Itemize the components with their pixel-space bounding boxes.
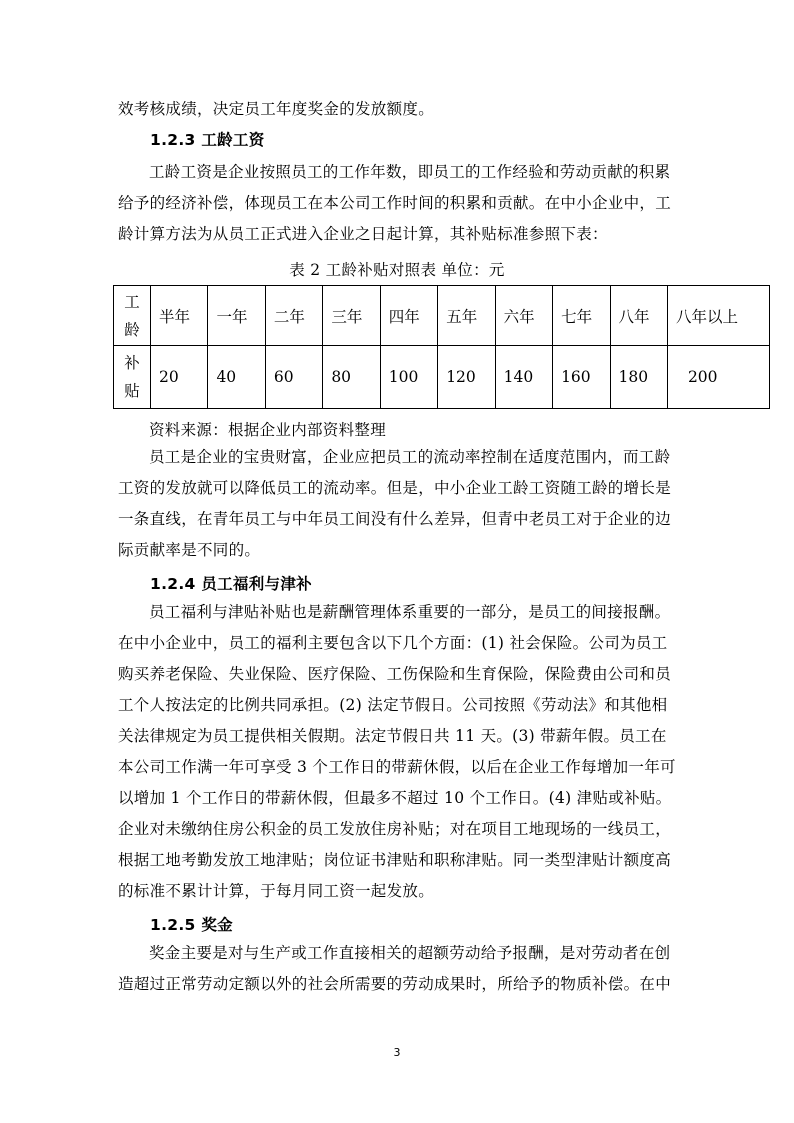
text-line: 奖金主要是对与生产或工作直接相关的超额劳动给予报酬，是对劳动者在创 xyxy=(149,944,671,962)
paragraph-bonus xyxy=(118,938,678,1000)
table-cell: 140 xyxy=(495,346,552,409)
row-header-allowance xyxy=(114,346,151,409)
text-line: 根据工地考勤发放工地津贴；岗位证书津贴和职称津贴。同一类型津贴计额度高 xyxy=(118,851,672,869)
table-row-years xyxy=(114,286,770,346)
header-char: 工 xyxy=(124,292,140,311)
table-cell: 七年 xyxy=(553,286,610,346)
header-char: 龄 xyxy=(124,320,140,339)
table-cell: 60 xyxy=(265,346,322,409)
table-cell: 120 xyxy=(438,346,495,409)
text-line: 效考核成绩，决定员工年度奖金的发放额度。 xyxy=(118,100,435,118)
table-cell: 五年 xyxy=(438,286,495,346)
text-line: 员工福利与津贴补贴也是薪酬管理体系重要的一部分，是员工的间接报酬。 xyxy=(149,603,671,621)
paragraph-turnover xyxy=(118,442,678,566)
paragraph-benefits xyxy=(118,597,678,907)
table-cell: 二年 xyxy=(265,286,322,346)
table-row-amounts xyxy=(114,346,770,409)
table-cell: 三年 xyxy=(323,286,380,346)
text-line: 的标准不累计计算，于每月同工资一起发放。 xyxy=(118,882,435,900)
text-line: 购买养老保险、失业保险、医疗保险、工伤保险和生育保险，保险费由公司和员 xyxy=(118,665,672,683)
table-cell: 八年以上 xyxy=(667,286,769,346)
table-cell: 160 xyxy=(553,346,610,409)
table-cell: 一年 xyxy=(208,286,265,346)
header-char: 贴 xyxy=(124,382,140,400)
text-line: 工个人按法定的比例共同承担。(2) 法定节假日。公司按照《劳动法》和其他相 xyxy=(118,696,668,714)
text-line: 工资的发放就可以降低员工的流动率。但是，中小企业工龄工资随工龄的增长是 xyxy=(118,479,672,497)
table-cell: 半年 xyxy=(151,286,208,346)
table-cell: 六年 xyxy=(495,286,552,346)
section-heading-1-2-3: 1.2.3 工龄工资 xyxy=(150,131,265,149)
table-caption: 表 2 工龄补贴对照表 单位：元 xyxy=(289,261,505,279)
table-cell: 80 xyxy=(323,346,380,409)
table-cell: 20 xyxy=(151,346,208,409)
text-line: 龄计算方法为从员工正式进入企业之日起计算，其补贴标准参照下表： xyxy=(118,225,608,243)
paragraph-seniority-pay xyxy=(118,157,678,250)
table-cell: 四年 xyxy=(380,286,437,346)
text-line: 造超过正常劳动定额以外的社会所需要的劳动成果时，所给予的物质补偿。在中 xyxy=(118,975,672,993)
text-line: 以增加 1 个工作日的带薪休假，但最多不超过 10 个工作日。(4) 津贴或补贴。 xyxy=(118,789,672,807)
table-source-note: 资料来源：根据企业内部资料整理 xyxy=(149,421,387,439)
text-line: 本公司工作满一年可享受 3 个工作日的带薪休假，以后在企业工作每增加一年可 xyxy=(118,758,676,776)
table-cell: 八年 xyxy=(610,286,667,346)
section-heading-1-2-5: 1.2.5 奖金 xyxy=(150,916,233,934)
text-line: 际贡献率是不同的。 xyxy=(118,541,261,559)
seniority-allowance-table xyxy=(113,285,770,409)
section-heading-1-2-4: 1.2.4 员工福利与津补 xyxy=(150,575,312,593)
text-line: 工龄工资是企业按照员工的工作年数，即员工的工作经验和劳动贡献的积累 xyxy=(149,163,671,181)
table-cell: 200 xyxy=(667,346,769,409)
text-line: 关法律规定为员工提供相关假期。法定节假日共 11 天。(3) 带薪年假。员工在 xyxy=(118,727,667,745)
text-line: 一条直线，在青年员工与中年员工间没有什么差异，但青中老员工对于企业的边 xyxy=(118,510,672,528)
row-header-years xyxy=(114,286,151,346)
text-line: 在中小企业中，员工的福利主要包含以下几个方面：(1) 社会保险。公司为员工 xyxy=(118,634,668,652)
page-number: 3 xyxy=(393,1046,401,1059)
table-cell: 100 xyxy=(380,346,437,409)
text-line: 给予的经济补偿，体现员工在本公司工作时间的积累和贡献。在中小企业中，工 xyxy=(118,194,672,212)
text-line: 企业对未缴纳住房公积金的员工发放住房补贴；对在项目工地现场的一线员工， xyxy=(118,820,672,838)
header-char: 补 xyxy=(124,354,140,372)
text-line: 员工是企业的宝贵财富，企业应把员工的流动率控制在适度范围内，而工龄 xyxy=(149,448,671,466)
paragraph-continuation xyxy=(118,94,678,125)
table-cell: 40 xyxy=(208,346,265,409)
table-cell: 180 xyxy=(610,346,667,409)
